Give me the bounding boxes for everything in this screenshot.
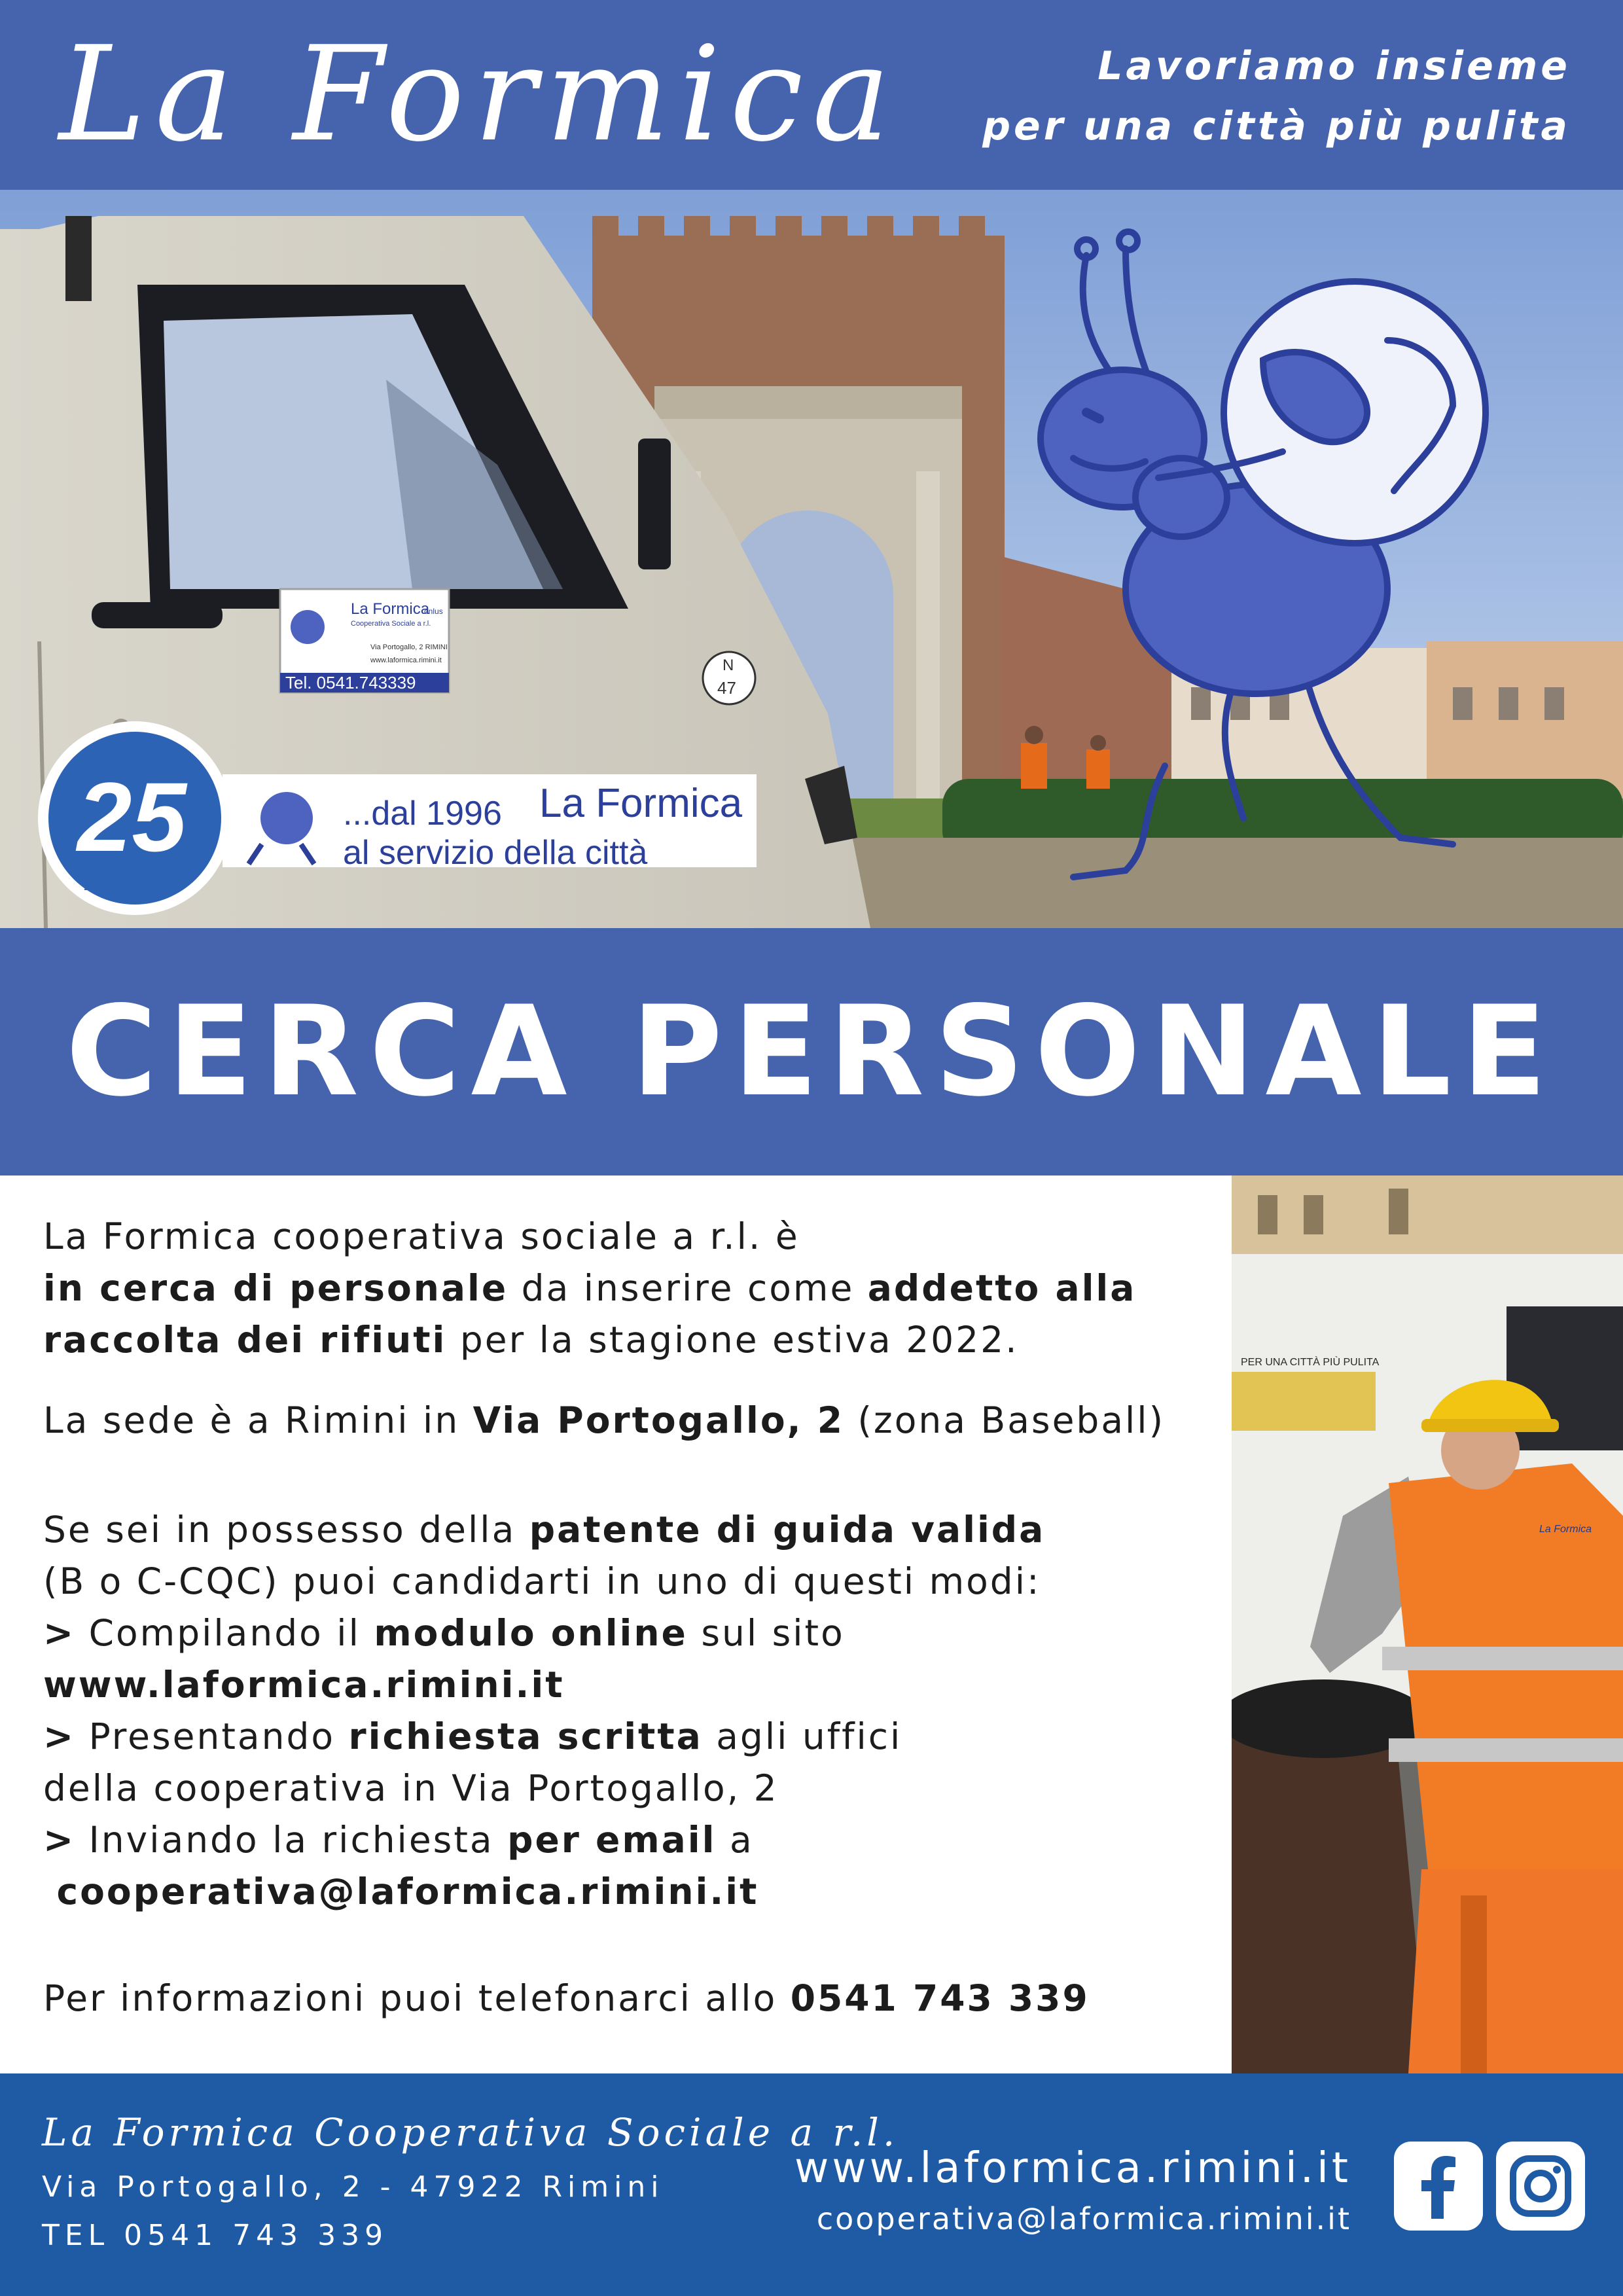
option-written bbox=[43, 1711, 1221, 1763]
tagline-line-1: Lavoriamo insieme bbox=[1097, 43, 1571, 89]
anniversary-line2: al servizio della città bbox=[343, 834, 648, 872]
text-compilando: Compilando il bbox=[75, 1612, 374, 1654]
truck-slogan: PER UNA CITTÀ PIÙ PULITA bbox=[1241, 1357, 1380, 1368]
text-inviando: Inviando la richiesta bbox=[75, 1819, 508, 1861]
bold-address: Via Portogallo, 2 bbox=[473, 1399, 844, 1441]
van-sticker-phone: Tel. 0541.743339 bbox=[285, 673, 416, 692]
email-link[interactable]: cooperativa@laformica.rimini.it bbox=[56, 1871, 759, 1912]
phone-number[interactable]: 0541 743 339 bbox=[790, 1977, 1090, 2019]
anniversary-years: 1996-2021 bbox=[84, 874, 171, 894]
footer-phone[interactable]: TEL 0541 743 339 bbox=[42, 2219, 389, 2252]
footer-address: Via Portogallo, 2 - 47922 Rimini bbox=[42, 2170, 664, 2204]
facebook-icon[interactable] bbox=[1394, 2142, 1483, 2231]
bold-email: per email bbox=[507, 1819, 717, 1861]
headline: CERCA PERSONALE bbox=[65, 979, 1558, 1124]
anniversary-line1-brand: La Formica bbox=[539, 781, 743, 826]
vest-logo-text: La Formica bbox=[1539, 1524, 1592, 1535]
text-info: Per informazioni puoi telefonarci allo bbox=[43, 1977, 791, 2019]
van-sticker-address: Via Portogallo, 2 RIMINI bbox=[370, 643, 448, 651]
bullet-3: > bbox=[43, 1819, 76, 1861]
text-sede: La sede è a Rimini in bbox=[43, 1399, 473, 1441]
header-band bbox=[0, 0, 1623, 190]
option-written-line2: della cooperativa in Via Portogallo, 2 bbox=[43, 1767, 779, 1809]
text-possesso: Se sei in possesso della bbox=[43, 1509, 529, 1551]
footer-company-name: La Formica Cooperativa Sociale a r.l. bbox=[42, 2110, 899, 2155]
option-online bbox=[43, 1607, 1221, 1659]
van-sticker-web: www.laformica.rimini.it bbox=[370, 656, 442, 664]
bold-raccolta: raccolta dei rifiuti bbox=[43, 1319, 447, 1361]
anniversary-number: 25 bbox=[77, 762, 187, 872]
paragraph-intro-line1: La Formica cooperativa sociale a r.l. è bbox=[43, 1215, 800, 1257]
instagram-icon[interactable] bbox=[1496, 2142, 1585, 2231]
text-uffici: agli uffici bbox=[702, 1715, 902, 1757]
body-text bbox=[43, 1211, 1221, 2024]
paragraph-intro-line2 bbox=[43, 1263, 1221, 1314]
paragraph-sede bbox=[43, 1395, 1221, 1446]
text-sul-sito: sul sito bbox=[687, 1612, 845, 1654]
van-sticker-brand: La Formica bbox=[351, 600, 430, 618]
text-da-inserire: da inserire come bbox=[508, 1267, 868, 1309]
brand-title: La Formica bbox=[59, 18, 900, 171]
bullet-2: > bbox=[43, 1715, 76, 1757]
paragraph-patente-line2: (B o C-CQC) puoi candidarti in uno di questi modi: bbox=[43, 1560, 1041, 1602]
hero-photo bbox=[0, 190, 1623, 928]
paragraph-info bbox=[43, 1973, 1221, 2024]
worker-photo bbox=[1232, 1175, 1623, 2073]
text-presentando: Presentando bbox=[75, 1715, 349, 1757]
website-link[interactable]: www.laformica.rimini.it bbox=[43, 1664, 565, 1706]
paragraph-patente-line1 bbox=[43, 1504, 1221, 1556]
bold-patente: patente di guida valida bbox=[529, 1509, 1046, 1551]
option-online-url[interactable] bbox=[43, 1659, 1221, 1711]
paragraph-intro-line3 bbox=[43, 1314, 1221, 1366]
bold-modulo: modulo online bbox=[374, 1612, 688, 1654]
footer-website[interactable]: www.laformica.rimini.it bbox=[794, 2144, 1351, 2193]
text-a: a bbox=[716, 1819, 754, 1861]
text-zona: (zona Baseball) bbox=[844, 1399, 1166, 1441]
plate-badge-number: 47 bbox=[717, 678, 736, 698]
headline-band bbox=[0, 928, 1623, 1175]
van-sticker-suffix: onlus bbox=[424, 607, 443, 616]
anniversary-line1-prefix: ...dal 1996 bbox=[343, 795, 502, 833]
hero-illustration bbox=[0, 190, 1623, 928]
bullet-1: > bbox=[43, 1612, 76, 1654]
van-sticker-subtitle: Cooperativa Sociale a r.l. bbox=[351, 620, 431, 628]
option-email bbox=[43, 1814, 1221, 1866]
plate-badge-letter: N bbox=[722, 656, 734, 674]
tagline bbox=[982, 36, 1571, 156]
bold-in-cerca: in cerca di personale bbox=[43, 1267, 508, 1309]
option-email-address[interactable] bbox=[43, 1866, 1221, 1918]
footer bbox=[0, 2073, 1623, 2296]
footer-email[interactable]: cooperativa@laformica.rimini.it bbox=[816, 2201, 1351, 2236]
tagline-line-2: per una città più pulita bbox=[982, 103, 1571, 149]
bold-richiesta: richiesta scritta bbox=[348, 1715, 703, 1757]
worker-illustration bbox=[1232, 1175, 1623, 2073]
bold-addetto: addetto alla bbox=[867, 1267, 1137, 1309]
text-stagione: per la stagione estiva 2022. bbox=[446, 1319, 1019, 1361]
